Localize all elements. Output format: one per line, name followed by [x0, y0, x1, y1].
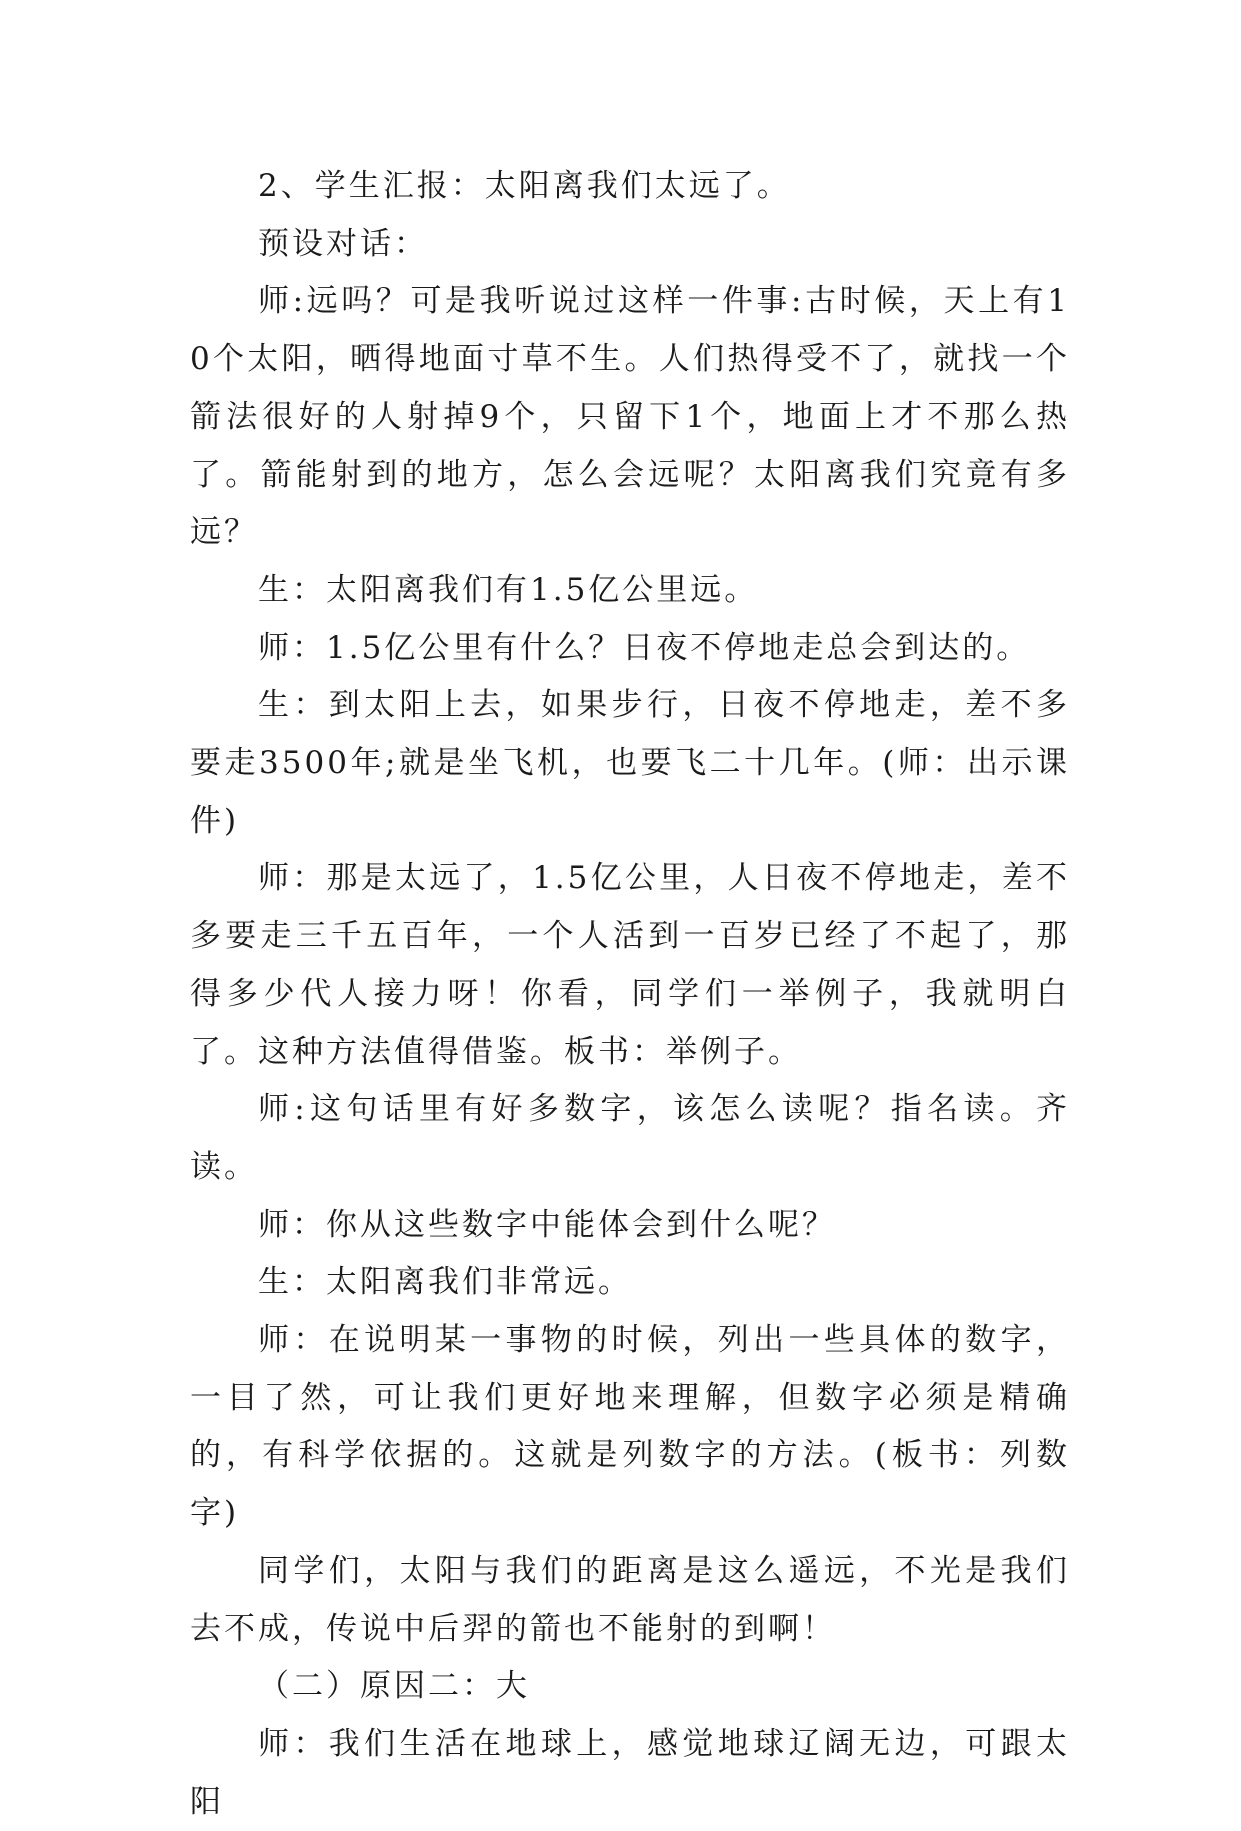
paragraph-student-distance: 生：太阳离我们有1.5亿公里远。 [258, 571, 759, 608]
section-heading-reason-two: （二）原因二：大 [258, 1668, 530, 1705]
paragraph-teacher-reach: 师：1.5亿公里有什么？日夜不停地走总会到达的。 [258, 629, 1031, 666]
paragraph-student-report: 2、学生汇报：太阳离我们太远了。 [258, 168, 791, 204]
paragraph-teacher-far: 师:远吗？可是我听说过这样一件事:古时候，天上有10个太阳，晒得地面寸草不生。人们热得受不了，就找一个箭法很好的人射掉9个，只留下1个，地面上才不那么热了。箭能射到的地方，怎么会远呢？太阳离我们究竟有多远？ [190, 283, 1070, 551]
paragraph-teacher-read: 师:这句话里有好多数字，该怎么读呢？指名读。齐读。 [190, 1091, 1070, 1185]
paragraph-teacher-earth: 师：我们生活在地球上，感觉地球辽阔无边，可跟太阳 [190, 1725, 1070, 1820]
paragraph-student-very-far: 生：太阳离我们非常远。 [258, 1264, 632, 1301]
paragraph-teacher-numbers: 师：在说明某一事物的时候，列出一些具体的数字，一目了然，可让我们更好地来理解，但数字必须是精确的，有科学依据的。这就是列数字的方法。(板书：列数字) [190, 1322, 1070, 1532]
document-body [190, 158, 1070, 1831]
paragraph-student-walk: 生：到太阳上去，如果步行，日夜不停地走，差不多要走3500年;就是坐飞机，也要飞二十几年。(师：出示课件) [190, 687, 1070, 839]
paragraph-classmates: 同学们，太阳与我们的距离是这么遥远，不光是我们去不成，传说中后羿的箭也不能射的到啊！ [190, 1552, 1070, 1647]
paragraph-preset-dialogue: 预设对话： [258, 225, 428, 262]
paragraph-teacher-question: 师：你从这些数字中能体会到什么呢？ [258, 1206, 836, 1243]
paragraph-teacher-example: 师：那是太远了，1.5亿公里，人日夜不停地走，差不多要走三千五百年，一个人活到一百岁已经了不起了，那得多少代人接力呀！你看，同学们一举例子，我就明白了。这种方法值得借鉴。板书：举例子。 [190, 860, 1070, 1070]
